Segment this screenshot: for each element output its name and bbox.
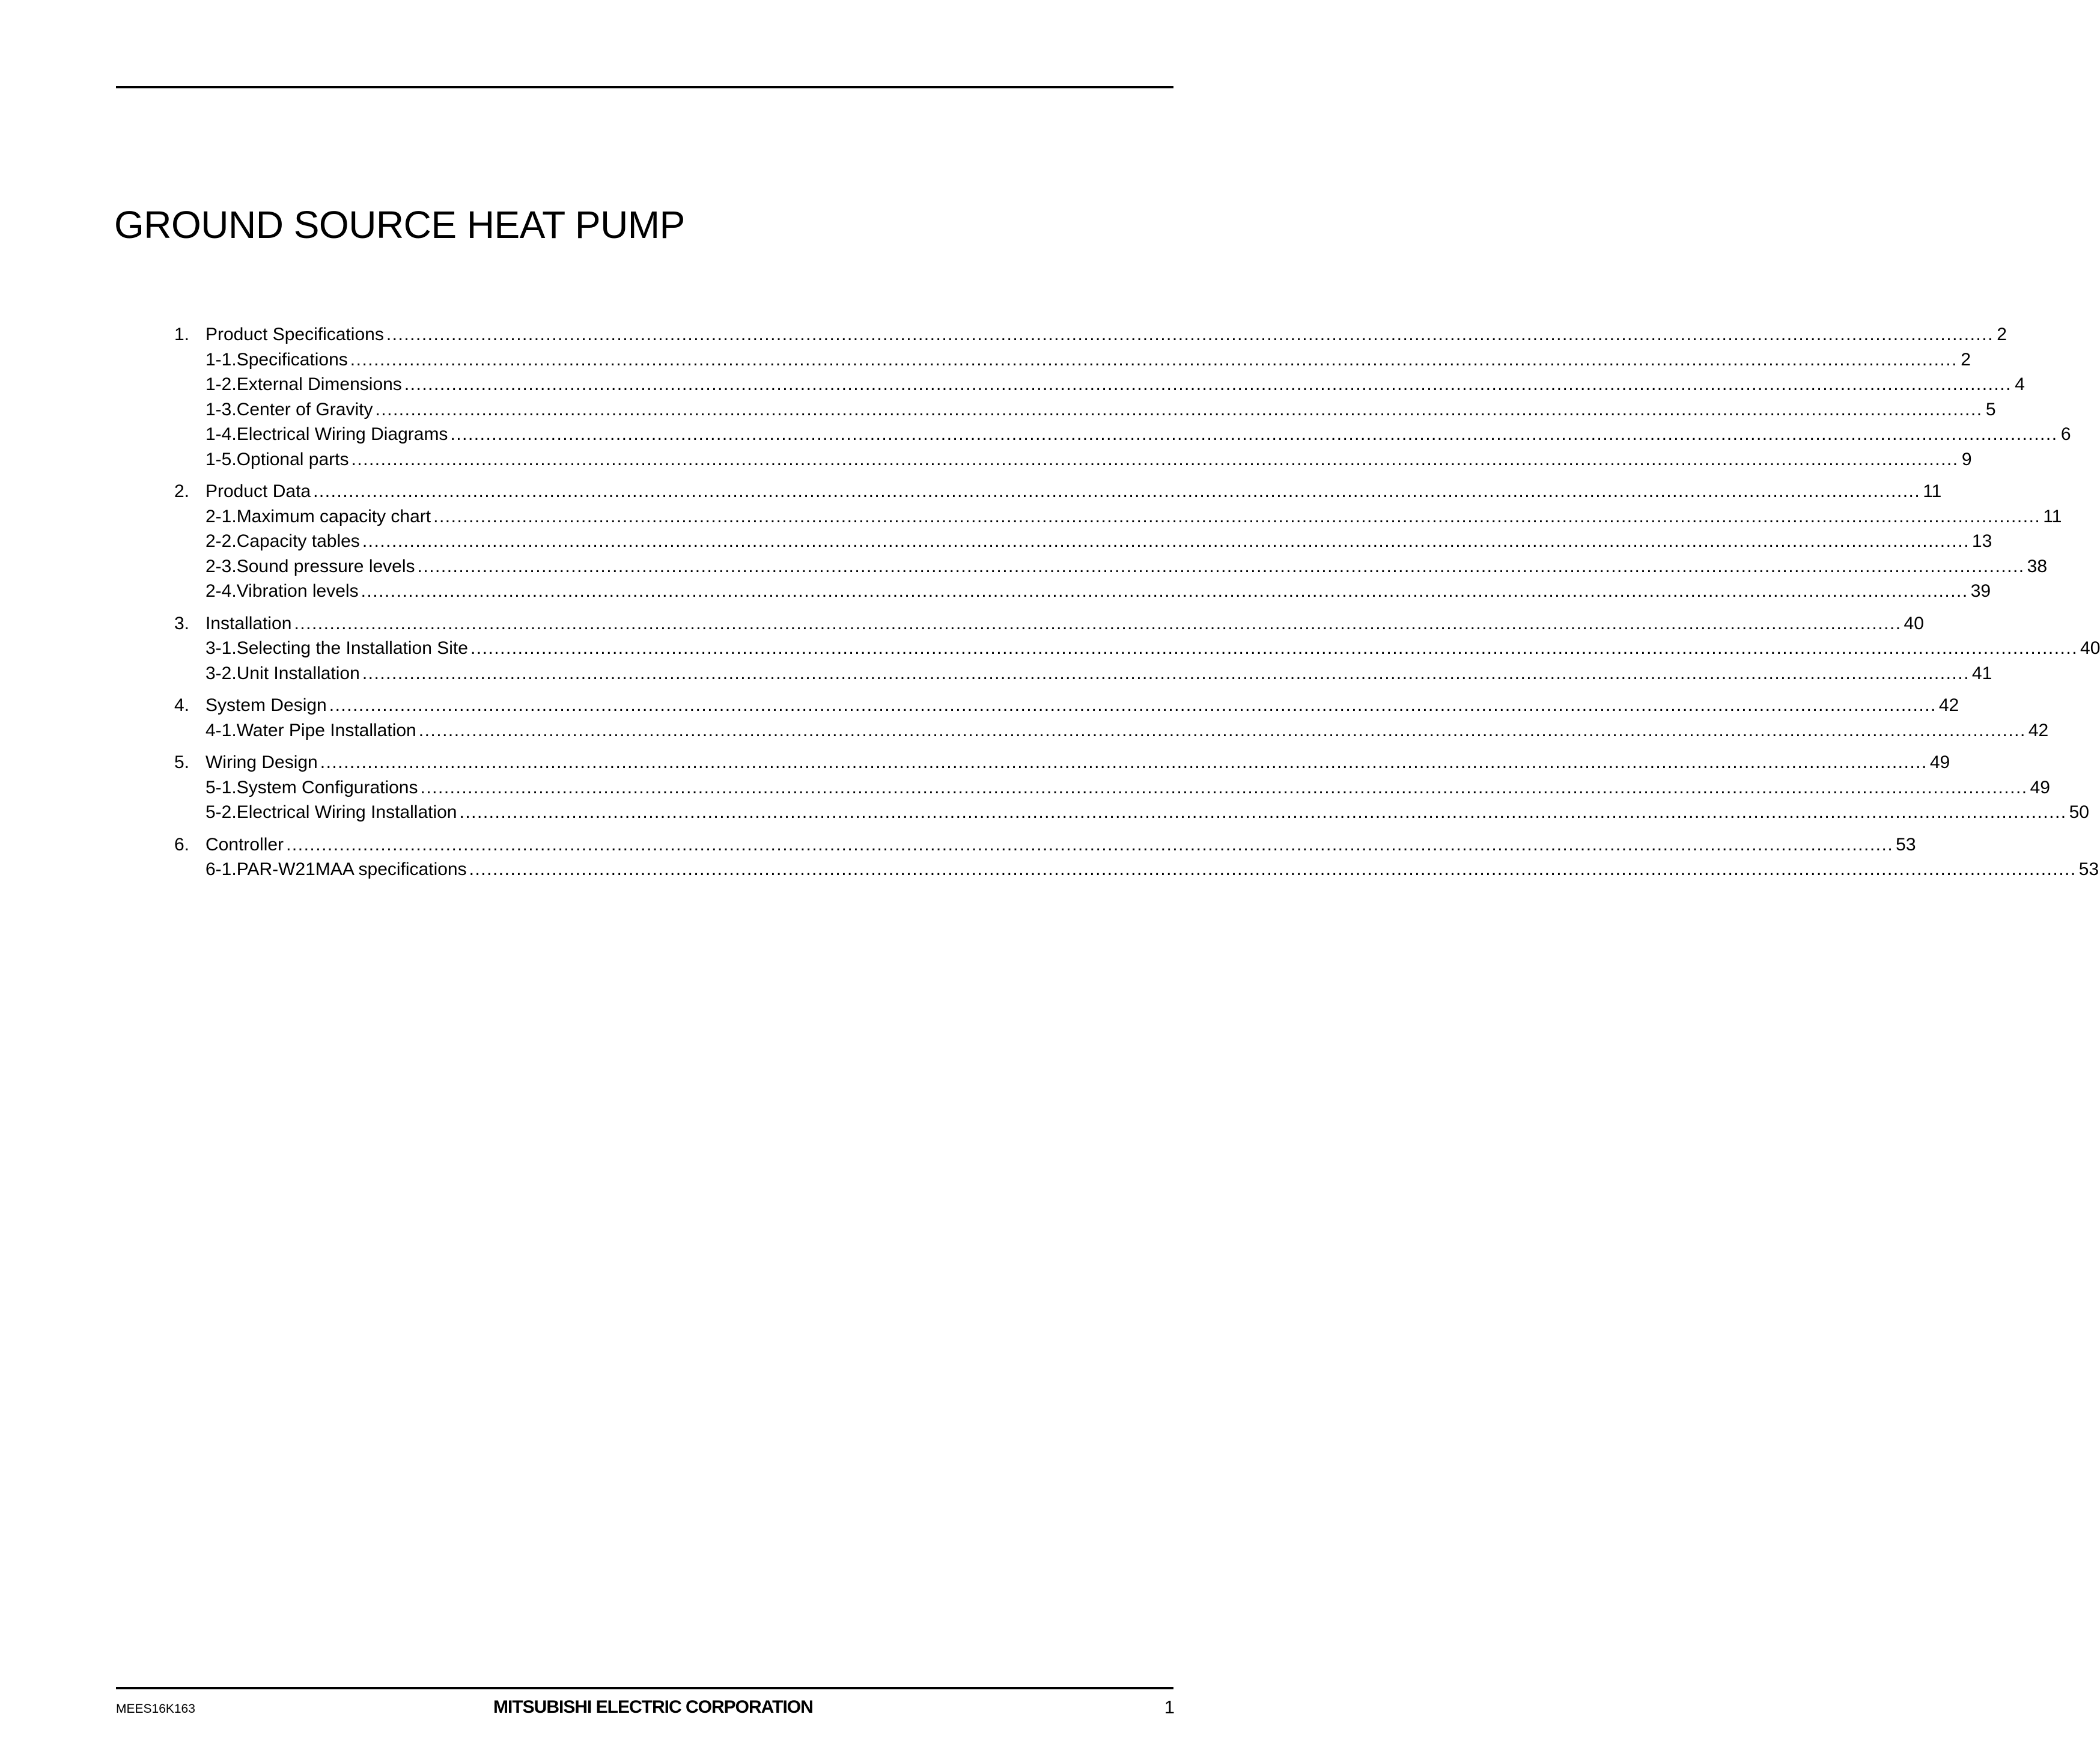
toc-subentry[interactable] <box>174 554 2048 579</box>
toc-entry-page: 11 <box>1923 481 1942 501</box>
toc-subentry-page: 40 <box>2080 638 2100 658</box>
toc-subentry-page: 38 <box>2027 556 2048 576</box>
toc-subentry[interactable] <box>174 661 1992 686</box>
toc-subentry[interactable] <box>174 636 2100 661</box>
toc-entry-label: Installation <box>205 613 292 633</box>
dot-leader: ................................................................................................................................................................................................................................................................................ <box>375 399 1983 419</box>
dot-leader: ................................................................................................................................................................................................................................................................................ <box>404 374 2012 394</box>
toc-subentry[interactable] <box>174 718 2049 743</box>
toc-entry-page: 2 <box>1997 325 2007 344</box>
dot-leader: ................................................................................................................................................................................................................................................................................ <box>420 777 2028 797</box>
toc-subentry-page: 39 <box>1970 581 1991 601</box>
toc-entry[interactable] <box>174 611 1924 636</box>
dot-leader: ................................................................................................................................................................................................................................................................................ <box>418 720 2026 740</box>
dot-leader: ................................................................................................................................................................................................................................................................................ <box>362 531 1970 551</box>
toc-entry-number: 1. <box>174 325 190 344</box>
toc-subentry[interactable] <box>174 800 2089 825</box>
toc-subentry-page: 6 <box>2060 424 2071 444</box>
toc-entry[interactable] <box>174 832 1916 858</box>
toc-subentry[interactable] <box>174 372 2025 397</box>
toc-section <box>174 693 2049 743</box>
dot-leader: ................................................................................................................................................................................................................................................................................ <box>320 752 1928 772</box>
toc-subentry-label: 6-1.PAR-W21MAA specifications <box>205 859 467 879</box>
toc-subentry-label: 2-3.Sound pressure levels <box>205 556 415 576</box>
toc-subentry[interactable] <box>174 422 2071 447</box>
toc-subentry-page: 9 <box>1961 449 1972 469</box>
toc-entry-number: 4. <box>174 695 190 715</box>
toc-entry-label: System Design <box>205 695 327 715</box>
dot-leader: ................................................................................................................................................................................................................................................................................ <box>313 481 1921 501</box>
toc-subentry-label: 5-1.System Configurations <box>205 777 418 797</box>
dot-leader: ................................................................................................................................................................................................................................................................................ <box>459 802 2067 822</box>
toc-subentry-label: 2-4.Vibration levels <box>205 581 359 601</box>
dot-leader: ................................................................................................................................................................................................................................................................................ <box>470 638 2078 658</box>
toc-subentry-page: 5 <box>1985 399 1996 419</box>
toc-entry[interactable] <box>174 693 1959 718</box>
toc-subentry-page: 53 <box>2078 859 2099 879</box>
toc-subentry-page: 42 <box>2028 720 2049 740</box>
toc-entry-page: 49 <box>1929 752 1950 772</box>
toc-subentry[interactable] <box>174 529 1992 554</box>
toc-subentry-label: 3-1.Selecting the Installation Site <box>205 638 468 658</box>
dot-leader: ................................................................................................................................................................................................................................................................................ <box>469 859 2077 879</box>
page-title: GROUND SOURCE HEAT PUMP <box>114 203 685 246</box>
toc-subentry-page: 2 <box>1961 349 1971 370</box>
toc-entry[interactable] <box>174 479 1942 504</box>
toc-subentry-page: 50 <box>2069 802 2089 822</box>
dot-leader: ................................................................................................................................................................................................................................................................................ <box>350 349 1958 370</box>
dot-leader: ................................................................................................................................................................................................................................................................................ <box>362 663 1970 683</box>
toc-subentry-page: 11 <box>2043 506 2062 526</box>
toc-entry-page: 40 <box>1904 613 1924 633</box>
toc-entry-number: 5. <box>174 752 190 772</box>
document-code: MEES16K163 <box>116 1702 195 1716</box>
footer-rule <box>116 1687 1173 1689</box>
header-rule <box>116 86 1173 88</box>
toc-entry-page: 53 <box>1896 834 1916 855</box>
toc-entry[interactable] <box>174 322 2007 347</box>
toc-subentry-page: 4 <box>2015 374 2025 394</box>
toc-subentry-label: 1-1.Specifications <box>205 349 348 370</box>
toc-entry-page: 42 <box>1938 695 1959 715</box>
dot-leader: ................................................................................................................................................................................................................................................................................ <box>417 556 2025 576</box>
toc-entry-number: 6. <box>174 834 190 855</box>
dot-leader: ................................................................................................................................................................................................................................................................................ <box>433 506 2041 526</box>
toc-subentry-label: 5-2.Electrical Wiring Installation <box>205 802 457 822</box>
company-name: MITSUBISHI ELECTRIC CORPORATION <box>493 1697 813 1717</box>
toc-subentry-label: 2-1.Maximum capacity chart <box>205 506 431 526</box>
dot-leader: ................................................................................................................................................................................................................................................................................ <box>294 613 1902 633</box>
toc-section <box>174 611 2100 686</box>
toc-subentry-label: 1-5.Optional parts <box>205 449 349 469</box>
dot-leader: ................................................................................................................................................................................................................................................................................ <box>386 325 1994 344</box>
toc-subentry-page: 13 <box>1971 531 1992 551</box>
toc-subentry[interactable] <box>174 857 2099 882</box>
toc-subentry-label: 1-2.External Dimensions <box>205 374 402 394</box>
toc-entry-label: Wiring Design <box>205 752 318 772</box>
toc-section <box>174 750 2089 825</box>
toc-subentry-page: 49 <box>2030 777 2050 797</box>
page-number: 1 <box>1164 1697 1175 1718</box>
dot-leader: ................................................................................................................................................................................................................................................................................ <box>450 424 2058 444</box>
table-of-contents <box>174 322 2100 889</box>
toc-section <box>174 322 2071 472</box>
toc-entry-label: Product Data <box>205 481 311 501</box>
toc-subentry-label: 1-4.Electrical Wiring Diagrams <box>205 424 448 444</box>
toc-subentry-label: 4-1.Water Pipe Installation <box>205 720 416 740</box>
toc-entry-number: 2. <box>174 481 190 501</box>
dot-leader: ................................................................................................................................................................................................................................................................................ <box>286 834 1894 855</box>
toc-subentry-page: 41 <box>1971 663 1992 683</box>
toc-entry-label: Product Specifications <box>205 325 384 344</box>
dot-leader: ................................................................................................................................................................................................................................................................................ <box>361 581 1968 601</box>
toc-subentry[interactable] <box>174 775 2050 800</box>
toc-entry-label: Controller <box>205 834 284 855</box>
toc-subentry-label: 2-2.Capacity tables <box>205 531 360 551</box>
toc-entry-number: 3. <box>174 613 190 633</box>
dot-leader: ................................................................................................................................................................................................................................................................................ <box>351 449 1959 469</box>
toc-subentry-label: 1-3.Center of Gravity <box>205 399 373 419</box>
toc-section <box>174 832 2099 882</box>
toc-subentry[interactable] <box>174 397 1996 422</box>
toc-section <box>174 479 2062 604</box>
toc-subentry[interactable] <box>174 447 1972 472</box>
toc-entry[interactable] <box>174 750 1950 775</box>
toc-subentry[interactable] <box>174 579 1991 604</box>
toc-subentry[interactable] <box>174 504 2062 529</box>
toc-subentry[interactable] <box>174 347 1971 373</box>
dot-leader: ................................................................................................................................................................................................................................................................................ <box>329 695 1937 715</box>
toc-subentry-label: 3-2.Unit Installation <box>205 663 360 683</box>
